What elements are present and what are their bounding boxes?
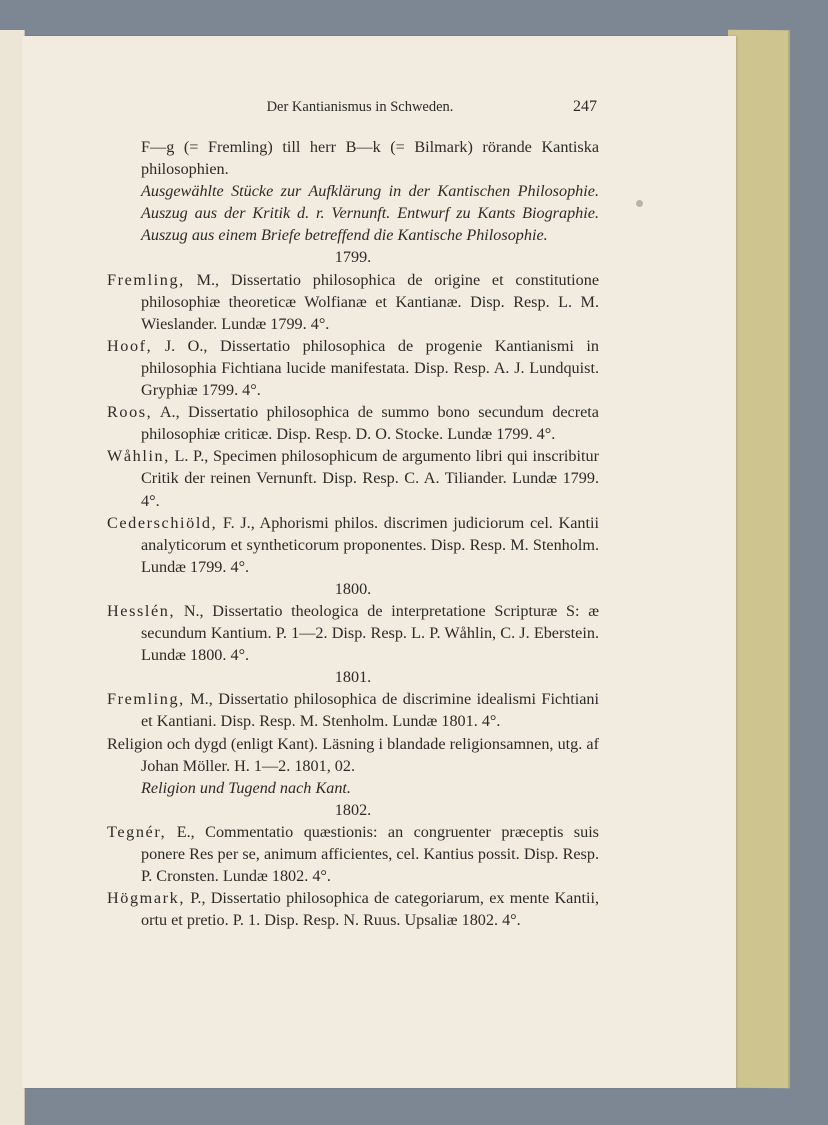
running-header <box>107 96 599 124</box>
year-heading-1801: 1801. <box>334 668 372 687</box>
bib-entry: Religion och dygd (enligt Kant). Läsning i blandade religionsamnen, utg. af Johan Möller. H. 1—2. 1801, 02. <box>107 734 599 775</box>
running-title: Der Kantianismus in Schweden. <box>266 99 454 115</box>
entry-text: N., Dissertatio theologica de interpretatione Scripturæ S: æ secundum Kantium. P. 1—2. Disp. Resp. L. P. Wåhlin, C. J. Eberstein. Lundæ 1800. 4°. <box>141 601 599 665</box>
year-heading-1800: 1800. <box>334 579 372 598</box>
entry-text: L. P., Specimen philosophicum de argumento libri qui inscribitur Critik der reinen Vernunft. Disp. Resp. C. A. Tiliander. Lundæ 1799. 4°. <box>141 447 599 510</box>
entry-text: P., Dissertatio philosophica de categoriarum, ex mente Kantii, ortu et pretio. P. 1. Disp. Resp. N. Ruus. Upsaliæ 1802. 4°. <box>141 889 599 930</box>
bib-entry <box>107 335 599 401</box>
back-cover-edge <box>728 30 790 1088</box>
author-name: Fremling, <box>107 270 185 289</box>
bib-entry <box>107 512 599 578</box>
year-heading-1799: 1799. <box>334 248 372 267</box>
author-name: Wåhlin, <box>107 447 170 466</box>
author-name: Cederschiöld, <box>107 513 218 532</box>
author-name: Högmark, <box>107 889 185 908</box>
bib-entry <box>107 688 599 732</box>
entry-continuation-italic: Religion und Tugend nach Kant. <box>141 778 351 797</box>
author-name: Fremling, <box>107 690 185 709</box>
author-name: Hesslén, <box>107 601 176 620</box>
entry-text: A., Dissertatio philosophica de summo bono secundum decreta philosophiæ criticæ. Disp. Resp. D. O. Stocke. Lundæ 1799. 4°. <box>141 403 599 444</box>
bib-entry <box>107 445 599 511</box>
entry-continuation-italic: Ausgewählte Stücke zur Aufklärung in der Kantischen Philosophie. Auszug aus der Kritik d. r. Vernunft. Entwurf zu Kants Biographie. Auszug aus einem Briefe betreffend die Kantische Philosophie. <box>141 182 599 245</box>
entry-text: F. J., Aphorismi philos. discrimen judiciorum cel. Kantii analyticorum et syntheticorum proponentes. Disp. Resp. M. Stenholm. Lundæ 1799. 4°. <box>141 513 599 576</box>
author-name: Tegnér, <box>107 822 167 841</box>
page-text <box>107 96 599 931</box>
paper-spot <box>636 200 643 207</box>
bib-entry <box>107 401 599 445</box>
bib-entry <box>107 821 599 887</box>
year-heading-1802: 1802. <box>334 800 372 819</box>
entry-text: E., Commentatio quæstionis: an congruenter præceptis suis ponere Res per se, animum afficientes, cel. Kantius possit. Disp. Resp. P. Cronsten. Lundæ 1802. 4°. <box>141 822 599 886</box>
bib-entry <box>107 600 599 666</box>
entry-text: M., Dissertatio philosophica de origine et constitutione philosophiæ theoreticæ Wolfianæ et Kantianæ. Disp. Resp. L. M. Wieslander. Lundæ 1799. 4°. <box>141 270 599 333</box>
entry-continuation: F—g (= Fremling) till herr B—k (= Bilmark) rörande Kantiska philosophien. <box>141 138 599 179</box>
page-number: 247 <box>573 98 597 115</box>
bib-entry <box>107 887 599 931</box>
entry-text: J. O., Dissertatio philosophica de progenie Kantianismi in philosophia Fichtiana lucide manifestata. Disp. Resp. A. J. Lundquist. Gryphiæ 1799. 4°. <box>141 336 599 400</box>
author-name: Hoof, <box>107 336 153 355</box>
bib-entry <box>107 269 599 335</box>
entry-text: M., Dissertatio philosophica de discrimine idealismi Fichtiani et Kantiani. Disp. Resp. M. Stenholm. Lundæ 1801. 4°. <box>141 690 599 731</box>
author-name: Roos, <box>107 403 153 422</box>
